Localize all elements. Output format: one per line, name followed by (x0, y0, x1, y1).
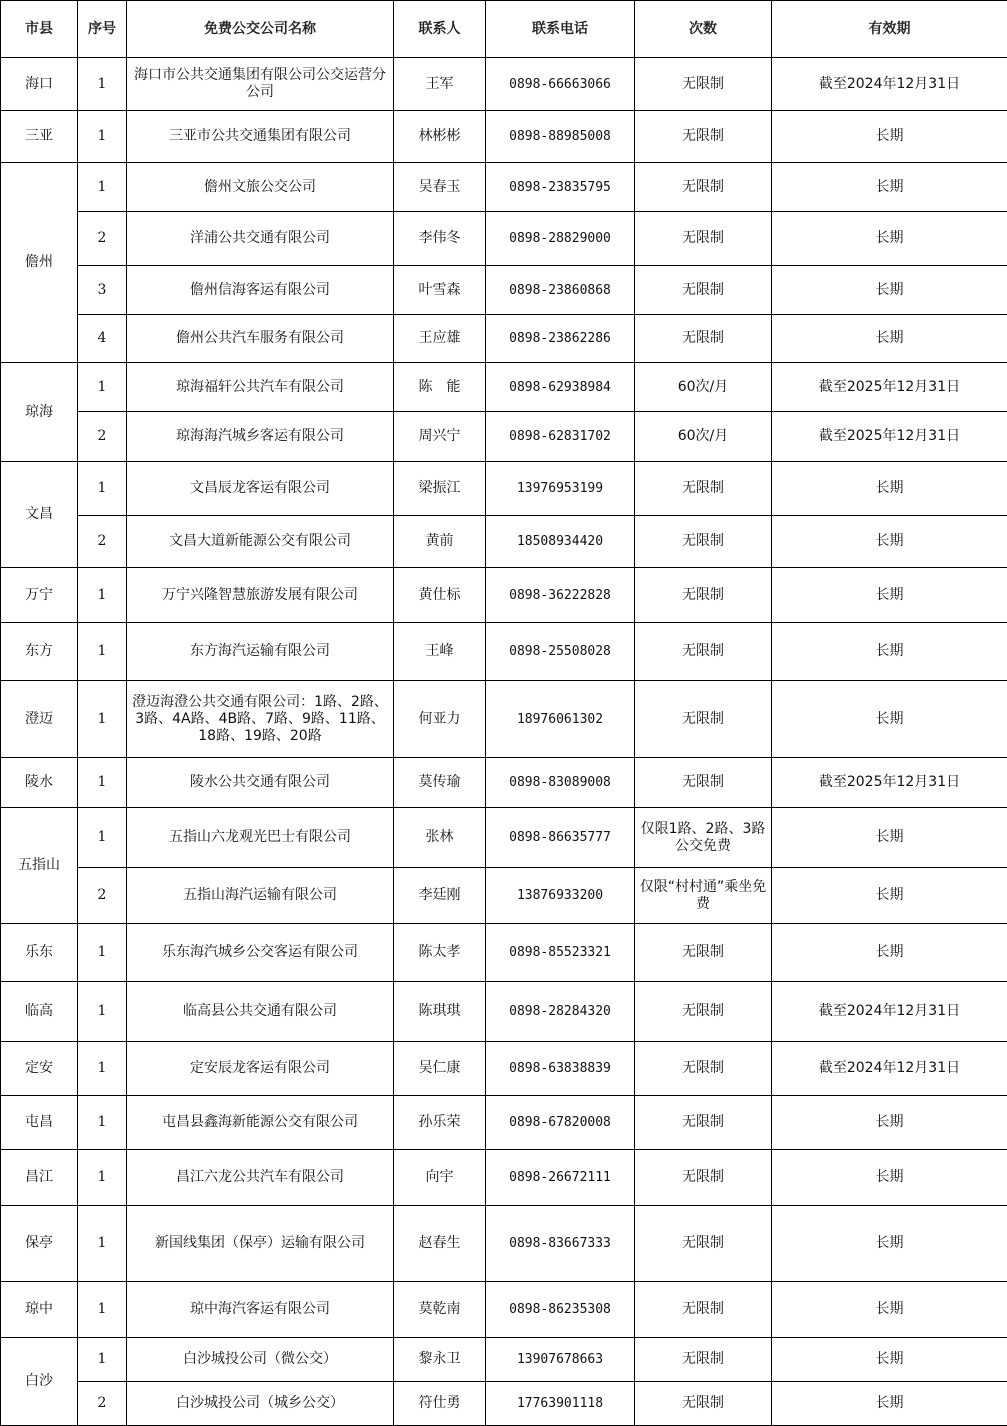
validity-cell: 截至2024年12月31日 (772, 1042, 1007, 1096)
contact-cell: 李伟冬 (394, 212, 486, 266)
seq-cell: 2 (78, 1382, 127, 1426)
phone-cell: 0898-25508028 (486, 623, 635, 681)
city-cell: 定安 (1, 1042, 78, 1096)
times-cell: 无限制 (635, 982, 772, 1042)
table-row (1, 1338, 1007, 1382)
table-row (1, 363, 1007, 412)
seq-cell: 2 (78, 412, 127, 462)
table-row (1, 681, 1007, 758)
seq-cell: 2 (78, 868, 127, 924)
header-company: 免费公交公司名称 (127, 1, 394, 58)
phone-cell: 0898-28829000 (486, 212, 635, 266)
table-row (1, 758, 1007, 808)
phone-cell: 0898-36222828 (486, 568, 635, 623)
seq-cell: 1 (78, 163, 127, 212)
company-cell: 白沙城投公司（微公交） (127, 1338, 394, 1382)
times-cell: 无限制 (635, 266, 772, 315)
city-cell: 澄迈 (1, 681, 78, 758)
company-cell: 三亚市公共交通集团有限公司 (127, 111, 394, 163)
company-cell: 临高县公共交通有限公司 (127, 982, 394, 1042)
validity-cell: 长期 (772, 315, 1007, 363)
contact-cell: 周兴宁 (394, 412, 486, 462)
validity-cell: 截至2025年12月31日 (772, 758, 1007, 808)
table-row (1, 568, 1007, 623)
validity-cell: 长期 (772, 111, 1007, 163)
company-cell: 海口市公共交通集团有限公司公交运营分公司 (127, 58, 394, 111)
header-validity: 有效期 (772, 1, 1007, 58)
seq-cell: 2 (78, 212, 127, 266)
validity-cell: 长期 (772, 568, 1007, 623)
table-row (1, 111, 1007, 163)
seq-cell: 1 (78, 808, 127, 868)
phone-cell: 0898-23835795 (486, 163, 635, 212)
table-row (1, 868, 1007, 924)
table-row (1, 212, 1007, 266)
seq-cell: 1 (78, 623, 127, 681)
seq-cell: 1 (78, 58, 127, 111)
validity-cell: 长期 (772, 623, 1007, 681)
city-cell: 文昌 (1, 462, 78, 568)
city-cell: 琼海 (1, 363, 78, 462)
validity-cell: 长期 (772, 1206, 1007, 1282)
contact-cell: 赵春生 (394, 1206, 486, 1282)
times-cell: 60次/月 (635, 363, 772, 412)
company-cell: 琼中海汽客运有限公司 (127, 1282, 394, 1338)
seq-cell: 1 (78, 1338, 127, 1382)
phone-cell: 0898-86235308 (486, 1282, 635, 1338)
header-city: 市县 (1, 1, 78, 58)
city-cell: 五指山 (1, 808, 78, 924)
seq-cell: 1 (78, 924, 127, 982)
contact-cell: 吴春玉 (394, 163, 486, 212)
seq-cell: 2 (78, 516, 127, 568)
times-cell: 无限制 (635, 1382, 772, 1426)
times-cell: 仅限1路、2路、3路公交免费 (635, 808, 772, 868)
city-cell: 昌江 (1, 1150, 78, 1206)
table-row (1, 266, 1007, 315)
validity-cell: 长期 (772, 266, 1007, 315)
validity-cell: 长期 (772, 1282, 1007, 1338)
validity-cell: 长期 (772, 163, 1007, 212)
phone-cell: 0898-83089008 (486, 758, 635, 808)
table-row (1, 808, 1007, 868)
validity-cell: 长期 (772, 1150, 1007, 1206)
validity-cell: 长期 (772, 681, 1007, 758)
times-cell: 无限制 (635, 1206, 772, 1282)
phone-cell: 0898-23860868 (486, 266, 635, 315)
company-cell: 五指山海汽运输有限公司 (127, 868, 394, 924)
city-cell: 临高 (1, 982, 78, 1042)
company-cell: 陵水公共交通有限公司 (127, 758, 394, 808)
times-cell: 无限制 (635, 681, 772, 758)
table-row (1, 1096, 1007, 1150)
header-contact: 联系人 (394, 1, 486, 58)
table-row (1, 623, 1007, 681)
contact-cell: 莫乾南 (394, 1282, 486, 1338)
phone-cell: 18976061302 (486, 681, 635, 758)
company-cell: 定安辰龙客运有限公司 (127, 1042, 394, 1096)
table-row (1, 1206, 1007, 1282)
phone-cell: 18508934420 (486, 516, 635, 568)
phone-cell: 0898-67820008 (486, 1096, 635, 1150)
company-cell: 乐东海汽城乡公交客运有限公司 (127, 924, 394, 982)
city-cell: 保亭 (1, 1206, 78, 1282)
seq-cell: 1 (78, 1096, 127, 1150)
phone-cell: 0898-88985008 (486, 111, 635, 163)
contact-cell: 王应雄 (394, 315, 486, 363)
city-cell: 琼中 (1, 1282, 78, 1338)
contact-cell: 莫传瑜 (394, 758, 486, 808)
phone-cell: 13976953199 (486, 462, 635, 516)
company-cell: 东方海汽运输有限公司 (127, 623, 394, 681)
phone-cell: 17763901118 (486, 1382, 635, 1426)
company-cell: 洋浦公共交通有限公司 (127, 212, 394, 266)
company-cell: 文昌辰龙客运有限公司 (127, 462, 394, 516)
city-cell: 万宁 (1, 568, 78, 623)
table-row (1, 163, 1007, 212)
contact-cell: 吴仁康 (394, 1042, 486, 1096)
city-cell: 三亚 (1, 111, 78, 163)
times-cell: 无限制 (635, 163, 772, 212)
times-cell: 60次/月 (635, 412, 772, 462)
validity-cell: 长期 (772, 212, 1007, 266)
company-cell: 万宁兴隆智慧旅游发展有限公司 (127, 568, 394, 623)
contact-cell: 张林 (394, 808, 486, 868)
seq-cell: 1 (78, 111, 127, 163)
company-cell: 儋州文旅公交公司 (127, 163, 394, 212)
city-cell: 东方 (1, 623, 78, 681)
validity-cell: 截至2025年12月31日 (772, 412, 1007, 462)
company-cell: 澄迈海澄公共交通有限公司：1路、2路、3路、4A路、4B路、7路、9路、11路、18路、19路、20路 (127, 681, 394, 758)
company-cell: 屯昌县鑫海新能源公交有限公司 (127, 1096, 394, 1150)
phone-cell: 13876933200 (486, 868, 635, 924)
contact-cell: 孙乐荣 (394, 1096, 486, 1150)
city-cell: 屯昌 (1, 1096, 78, 1150)
times-cell: 无限制 (635, 568, 772, 623)
table-row (1, 1042, 1007, 1096)
company-cell: 儋州公共汽车服务有限公司 (127, 315, 394, 363)
header-phone: 联系电话 (486, 1, 635, 58)
contact-cell: 陈太孝 (394, 924, 486, 982)
contact-cell: 梁振江 (394, 462, 486, 516)
times-cell: 无限制 (635, 1338, 772, 1382)
times-cell: 无限制 (635, 623, 772, 681)
city-cell: 海口 (1, 58, 78, 111)
table-row (1, 1382, 1007, 1426)
times-cell: 无限制 (635, 1282, 772, 1338)
seq-cell: 4 (78, 315, 127, 363)
city-cell: 白沙 (1, 1338, 78, 1426)
phone-cell: 0898-83667333 (486, 1206, 635, 1282)
contact-cell: 向宇 (394, 1150, 486, 1206)
table-row (1, 412, 1007, 462)
contact-cell: 王峰 (394, 623, 486, 681)
contact-cell: 何亚力 (394, 681, 486, 758)
times-cell: 无限制 (635, 315, 772, 363)
contact-cell: 黄前 (394, 516, 486, 568)
seq-cell: 1 (78, 1282, 127, 1338)
times-cell: 无限制 (635, 1042, 772, 1096)
seq-cell: 3 (78, 266, 127, 315)
contact-cell: 符仕勇 (394, 1382, 486, 1426)
validity-cell: 长期 (772, 868, 1007, 924)
validity-cell: 长期 (772, 1338, 1007, 1382)
company-cell: 白沙城投公司（城乡公交） (127, 1382, 394, 1426)
times-cell: 无限制 (635, 758, 772, 808)
company-cell: 文昌大道新能源公交有限公司 (127, 516, 394, 568)
contact-cell: 李廷刚 (394, 868, 486, 924)
times-cell: 无限制 (635, 111, 772, 163)
seq-cell: 1 (78, 1206, 127, 1282)
table-row (1, 1282, 1007, 1338)
contact-cell: 黎永卫 (394, 1338, 486, 1382)
seq-cell: 1 (78, 681, 127, 758)
seq-cell: 1 (78, 363, 127, 412)
validity-cell: 截至2025年12月31日 (772, 363, 1007, 412)
header-seq: 序号 (78, 1, 127, 58)
phone-cell: 0898-63838839 (486, 1042, 635, 1096)
company-cell: 五指山六龙观光巴士有限公司 (127, 808, 394, 868)
company-cell: 新国线集团（保亭）运输有限公司 (127, 1206, 394, 1282)
contact-cell: 陈琪琪 (394, 982, 486, 1042)
contact-cell: 王军 (394, 58, 486, 111)
validity-cell: 长期 (772, 1096, 1007, 1150)
phone-cell: 0898-26672111 (486, 1150, 635, 1206)
validity-cell: 长期 (772, 924, 1007, 982)
phone-cell: 0898-23862286 (486, 315, 635, 363)
seq-cell: 1 (78, 1042, 127, 1096)
phone-cell: 0898-66663066 (486, 58, 635, 111)
contact-cell: 林彬彬 (394, 111, 486, 163)
seq-cell: 1 (78, 758, 127, 808)
validity-cell: 长期 (772, 462, 1007, 516)
table-row (1, 1150, 1007, 1206)
validity-cell: 长期 (772, 516, 1007, 568)
company-cell: 昌江六龙公共汽车有限公司 (127, 1150, 394, 1206)
contact-cell: 陈 能 (394, 363, 486, 412)
company-cell: 儋州信海客运有限公司 (127, 266, 394, 315)
phone-cell: 13907678663 (486, 1338, 635, 1382)
validity-cell: 长期 (772, 808, 1007, 868)
table-header-row (1, 1, 1007, 58)
header-times: 次数 (635, 1, 772, 58)
times-cell: 无限制 (635, 462, 772, 516)
times-cell: 无限制 (635, 1150, 772, 1206)
table-row (1, 58, 1007, 111)
seq-cell: 1 (78, 568, 127, 623)
seq-cell: 1 (78, 462, 127, 516)
phone-cell: 0898-62831702 (486, 412, 635, 462)
times-cell: 无限制 (635, 924, 772, 982)
times-cell: 无限制 (635, 212, 772, 266)
seq-cell: 1 (78, 982, 127, 1042)
phone-cell: 0898-86635777 (486, 808, 635, 868)
table-row (1, 982, 1007, 1042)
company-cell: 琼海福轩公共汽车有限公司 (127, 363, 394, 412)
city-cell: 儋州 (1, 163, 78, 363)
times-cell: 仅限“村村通”乘坐免费 (635, 868, 772, 924)
city-cell: 乐东 (1, 924, 78, 982)
city-cell: 陵水 (1, 758, 78, 808)
phone-cell: 0898-28284320 (486, 982, 635, 1042)
contact-cell: 黄仕标 (394, 568, 486, 623)
validity-cell: 长期 (772, 1382, 1007, 1426)
company-cell: 琼海海汽城乡客运有限公司 (127, 412, 394, 462)
contact-cell: 叶雪森 (394, 266, 486, 315)
validity-cell: 截至2024年12月31日 (772, 58, 1007, 111)
table-row (1, 315, 1007, 363)
times-cell: 无限制 (635, 58, 772, 111)
times-cell: 无限制 (635, 516, 772, 568)
table-row (1, 924, 1007, 982)
table-row (1, 462, 1007, 516)
validity-cell: 截至2024年12月31日 (772, 982, 1007, 1042)
phone-cell: 0898-85523321 (486, 924, 635, 982)
times-cell: 无限制 (635, 1096, 772, 1150)
table-row (1, 516, 1007, 568)
phone-cell: 0898-62938984 (486, 363, 635, 412)
seq-cell: 1 (78, 1150, 127, 1206)
